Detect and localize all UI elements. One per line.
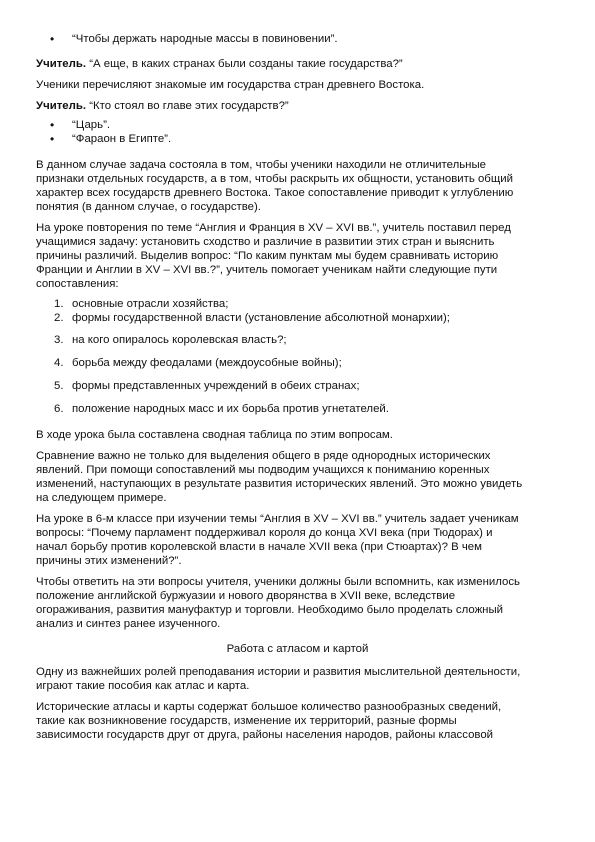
speaker-label: Учитель. — [36, 100, 87, 112]
item-text: борьба между феодалами (междоусобные войны); — [72, 357, 342, 369]
students-answer: Ученики перечисляют знакомые им государства стран древнего Востока. — [36, 79, 425, 91]
text-line: такие как возникновение государств, изменение их территорий, разные формы — [36, 715, 457, 727]
text-line: причины этих изменений?”. — [36, 555, 182, 567]
item-number: 1. — [54, 298, 64, 310]
text-line: На уроке повторения по теме “Англия и Франция в XV – XVI вв.”, учитель поставил перед — [36, 222, 511, 234]
list-item — [36, 356, 559, 370]
question-text: “А еще, в каких странах были созданы такие государства?” — [86, 58, 403, 70]
text-line: характер всех государств древнего Востока. Такое сопоставление приводит к углублению — [36, 187, 514, 199]
paragraph-summary-table: В ходе урока была составлена сводная таблица по этим вопросам. — [36, 429, 393, 441]
list-item — [36, 402, 559, 416]
text-line: зависимости государств друг от друга, районы населения народов, районы классовой — [36, 729, 494, 741]
paragraph-comparison-goal — [36, 158, 559, 214]
teacher-question-1 — [36, 57, 559, 71]
answer-bullet-list — [36, 118, 559, 146]
text-line: изменений, наступающих в результате развития исторических явлений. Это можно увидеть — [36, 478, 523, 490]
text-line: Франции и Англии в XV – XVI вв.?”, учитель помогает ученикам найти следующие пути — [36, 264, 498, 276]
text-line: Чтобы ответить на эти вопросы учителя, ученики должны были вспомнить, как изменилось — [36, 576, 520, 588]
text-line: на следующем примере. — [36, 492, 167, 504]
text-line: сопоставления: — [36, 278, 119, 290]
text-line: признаки отдельных государств, а в том, чтобы раскрыть их общности, установить общий — [36, 173, 513, 185]
paragraph-atlas-contents — [36, 700, 559, 742]
item-text: на кого опиралось королевская власть?; — [72, 334, 287, 346]
item-text: формы государственной власти (установление абсолютной монархии); — [72, 312, 450, 324]
question-text: “Кто стоял во главе этих государств?” — [86, 100, 289, 112]
paragraph-answer-analysis — [36, 575, 559, 631]
text-line: начал борьбу против королевской власти в начале XVII века (при Стюартах)? В чем — [36, 541, 482, 553]
list-item — [36, 297, 559, 311]
list-item: • “Чтобы держать народные массы в повиновении”. — [36, 32, 559, 46]
paragraph-lesson-task — [36, 221, 559, 291]
list-item — [36, 311, 559, 325]
item-number: 4. — [54, 357, 64, 369]
item-number: 5. — [54, 380, 64, 392]
list-item: • “Фараон в Египте”. — [36, 132, 559, 146]
paragraph-comparison-importance — [36, 449, 559, 505]
text-line: анализ и синтез ранее изученного. — [36, 618, 221, 630]
section-heading: Работа с атласом и картой — [226, 643, 369, 655]
text-line: Исторические атласы и карты содержат большое количество разнообразных сведений, — [36, 701, 502, 713]
text-line: положение английской буржуазии и нового дворянства в XVII веке, вследствие — [36, 590, 456, 602]
text-line: огораживания, развития мануфактур и торговли. Необходимо было проделать сложный — [36, 604, 504, 616]
text-line: играют такие пособия как атлас и карта. — [36, 680, 250, 692]
text-line: понятия (в данном случае, о государстве). — [36, 201, 261, 213]
list-item — [36, 333, 559, 347]
item-number: 3. — [54, 334, 64, 346]
text-line: явлений. При помощи сопоставлений мы подводим учащихся к пониманию коренных — [36, 464, 490, 476]
teacher-question-2 — [36, 99, 559, 113]
item-number: 6. — [54, 403, 64, 415]
speaker-label: Учитель. — [36, 58, 87, 70]
intro-bullet-list — [36, 32, 559, 46]
item-number: 2. — [54, 312, 64, 324]
list-item: • “Царь”. — [36, 118, 559, 132]
text-line: Сравнение важно не только для выделения общего в ряде однородных исторических — [36, 450, 491, 462]
item-text: формы представленных учреждений в обеих странах; — [72, 380, 360, 392]
text-line: учащимися задачу: установить сходство и различие в развитии этих стран и выяснить — [36, 236, 495, 248]
text-line: причины различий. Выделив вопрос: “По каким пунктам мы будем сравнивать историю — [36, 250, 499, 262]
text-line: Одну из важнейших ролей преподавания истории и развития мыслительной деятельности, — [36, 666, 521, 678]
paragraph-6th-grade-lesson — [36, 512, 559, 568]
text-line: вопросы: “Почему парламент поддерживал короля до конца XVI века (при Тюдорах) и — [36, 527, 493, 539]
text-line: В данном случае задача состояла в том, чтобы ученики находили не отличительные — [36, 159, 486, 171]
paragraph-atlas-role — [36, 665, 559, 693]
text-line: На уроке в 6-м классе при изучении темы “Англия в XV – XVI вв.” учитель задает ученикам — [36, 513, 519, 525]
item-text: основные отрасли хозяйства; — [72, 298, 229, 310]
document-body — [36, 32, 559, 742]
item-text: положение народных масс и их борьба против угнетателей. — [72, 403, 389, 415]
comparison-points-list — [36, 297, 559, 416]
list-item — [36, 379, 559, 393]
